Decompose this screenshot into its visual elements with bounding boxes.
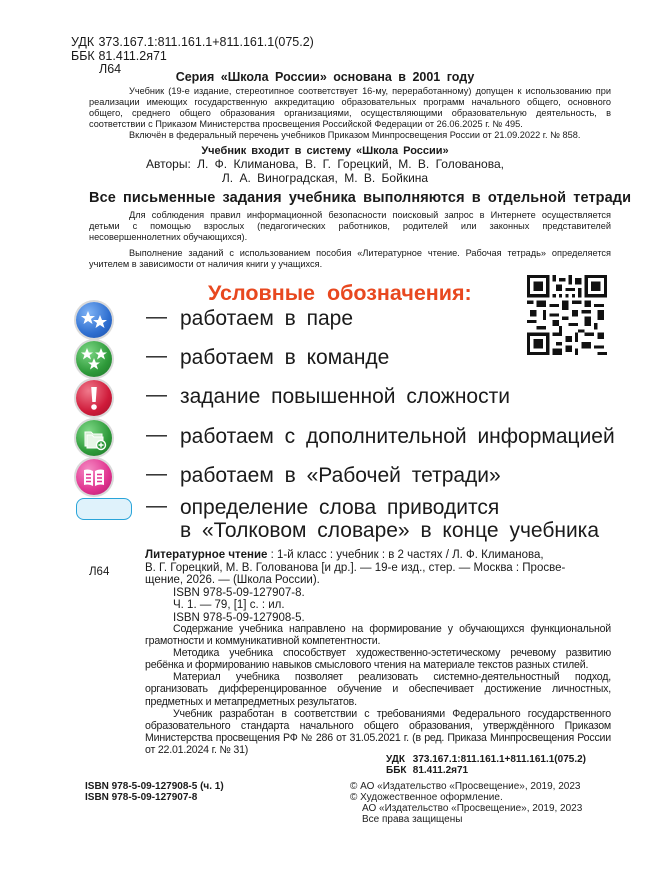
legend-dash: — — [146, 383, 167, 406]
bbk-label: ББК — [386, 765, 407, 776]
legend-title: Условные обозначения: — [208, 281, 472, 305]
bbk-value: 81.411.2я71 — [412, 765, 469, 776]
pair-work-icon — [76, 302, 112, 338]
bib-paragraph: Учебник разработан в соответствии с требованиями Федерального государственного образовательного стандарта начального общего образования, утверждённого Приказом Министерства просвещения РФ № 286 от 31.05.2021 г. (в ред. Приказа Минпросвещения России от 22.01.2024 г. № 31) — [145, 707, 611, 756]
federal-list-paragraph: Включён в федеральный перечень учебников Приказом Минпросвещения России от 21.09.2022 г. № 858. — [129, 130, 581, 140]
series-line: Серия «Школа России» основана в 2001 году — [175, 70, 475, 84]
udk-value: 373.167.1:811.161.1+811.161.1(075.2) — [412, 754, 586, 765]
copyright-block — [350, 781, 582, 825]
authors-line-1: Авторы: Л. Ф. Климанова, В. Г. Горецкий, М. В. Голованова, — [146, 157, 504, 171]
legend-dash: — — [146, 305, 167, 328]
legend-text: задание повышенной сложности — [180, 385, 510, 408]
legend-dash: — — [146, 462, 167, 485]
bib-part: Ч. 1. — 79, [1] с. : ил. — [173, 599, 285, 611]
legend-item-workbook — [76, 459, 501, 495]
udk-value: 373.167.1:811.161.1+811.161.1(075.2) — [98, 35, 314, 49]
legend-item-dictionary — [76, 494, 600, 542]
bib-paragraph: Содержание учебника направлено на формирование у обучающихся функциональной грамотности и коммуникативной компетентности. — [145, 623, 611, 648]
udk-label: УДК — [386, 754, 405, 765]
system-title: Учебник входит в систему «Школа России» — [201, 145, 449, 157]
legend-text: работаем в «Рабочей тетради» — [180, 464, 501, 487]
bbk-value: 81.411.2я71 — [98, 48, 167, 63]
author-mark: Л64 — [99, 62, 122, 76]
authors-line-2: Л. А. Виноградская, М. В. Бойкина — [221, 171, 429, 185]
isbn-line-2: ISBN 978-5-09-127907-8 — [85, 792, 198, 803]
approval-paragraph: Учебник (19-е издание, стереотипное соответствует 16-му, переработанному) допущен к использованию при реализации имеющих государственную аккредитацию образовательных программ начального общего, основного общего, среднего общего образования организациями, осуществляющими образовательную деятельность, в соответствии с Приказом Министерства просвещения Российской Федерации от 26.06.2025 г. № 495. — [89, 86, 611, 129]
legend-text-line-1: определение слова приводится — [180, 496, 500, 519]
bib-record — [145, 549, 611, 624]
copyright-line-3: АО «Издательство «Просвещение», 2019, 2023 — [362, 803, 583, 814]
notebook-notice: Все письменные задания учебника выполняются в отдельной тетради — [89, 190, 632, 206]
team-work-icon — [76, 341, 112, 377]
isbn-block — [85, 781, 224, 803]
bib-line-3: щение, 2026. — (Школа России). — [145, 574, 320, 586]
legend-text-line-2: в «Толковом словаре» в конце учебника — [180, 519, 600, 542]
copyright-line-2: © Художественное оформление. — [350, 792, 503, 803]
qr-code-icon — [527, 275, 607, 355]
safety-block — [89, 210, 611, 270]
legend-text: работаем в команде — [180, 346, 390, 369]
legend-item-pair-work — [76, 302, 354, 338]
approval-block — [89, 86, 611, 141]
authors — [0, 157, 650, 185]
folder-plus-icon — [76, 420, 112, 456]
rights-reserved: Все права защищены — [362, 814, 463, 825]
legend-item-hard-task — [76, 380, 510, 416]
bib-title: Литературное чтение — [145, 549, 268, 561]
exclamation-icon — [76, 380, 112, 416]
bib-classification — [386, 754, 586, 776]
qr-code[interactable] — [527, 275, 607, 355]
legend-item-team-work — [76, 341, 390, 377]
legend-dash: — — [146, 494, 167, 517]
bbk-label: ББК — [71, 48, 95, 63]
bib-line-2: В. Г. Горецкий, М. В. Голованова [и др.]. — 19-е изд., стер. — Москва : Просве- — [145, 561, 566, 574]
bib-paragraph: Методика учебника способствует художественно-эстетическому речевому развитию ребёнка и формированию навыков смыслового чтения на материале текстов разных стилей. — [145, 647, 611, 672]
bib-line-1: : 1-й класс : учебник : в 2 частях / Л. Ф. Климанова, — [267, 549, 544, 561]
isbn-line-1: ISBN 978-5-09-127908-5 (ч. 1) — [85, 781, 224, 792]
legend-dash: — — [146, 344, 167, 367]
legend-text: работаем в паре — [180, 307, 354, 330]
bib-paragraph: Материал учебника позволяет реализовать системно-деятельностный подход, организовать дифференцированное обучение и обеспечивает достижение личностных, предметных и метапредметных результатов. — [145, 671, 611, 708]
safety-paragraph-2: Выполнение заданий с использованием пособия «Литературное чтение. Рабочая тетрадь» определяется учителем в зависимости от наличия книги у учащихся. — [89, 248, 611, 269]
bib-isbn-part: ISBN 978-5-09-127908-5. — [173, 611, 305, 624]
copyright-line-1: © АО «Издательство «Просвещение», 2019, 2023 — [350, 781, 581, 792]
safety-paragraph-1: Для соблюдения правил информационной безопасности поисковый запрос в Интернете осуществляется детьми с помощью взрослых (педагогических работников, родителей или законных представителей несовершеннолетних обучающихся). — [89, 210, 611, 242]
udk-label: УДК — [71, 35, 95, 49]
open-book-icon — [76, 459, 112, 495]
legend-text: работаем с дополнительной информацией — [180, 425, 615, 448]
bib-annotation — [145, 623, 611, 756]
dictionary-box-icon — [76, 498, 132, 520]
bib-isbn-full: ISBN 978-5-09-127907-8. — [173, 586, 305, 599]
legend-dash: — — [146, 423, 167, 446]
legend-item-extra-info — [76, 420, 615, 456]
bib-author-mark: Л64 — [89, 566, 110, 578]
